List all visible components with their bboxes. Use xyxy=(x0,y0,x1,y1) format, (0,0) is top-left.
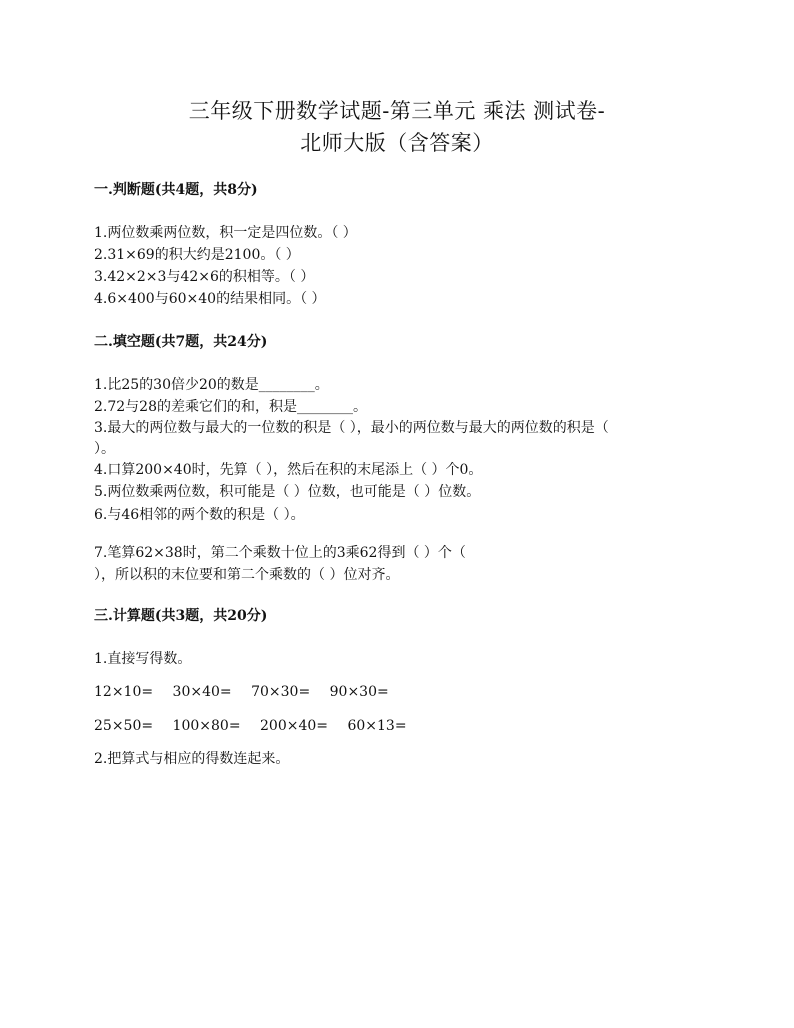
calc-question-2: 2.把算式与相应的得数连起来。 xyxy=(94,751,290,767)
calc-item: 30×40= xyxy=(172,684,232,700)
calc-item: 60×13= xyxy=(347,718,407,734)
fill-question-2: 2.72与28的差乘它们的和，积是________。 xyxy=(94,399,367,415)
calc-item: 100×80= xyxy=(172,718,241,734)
fill-question-7-continued: ），所以积的末位要和第二个乘数的（ ）位对齐。 xyxy=(94,567,400,583)
fill-question-5: 5.两位数乘两位数，积可能是（ ）位数，也可能是（ ）位数。 xyxy=(94,484,481,500)
fill-question-3: 3.最大的两位数与最大的一位数的积是（ ），最小的两位数与最大的两位数的积是（ xyxy=(94,420,609,436)
calc-question-1: 1.直接写得数。 xyxy=(94,651,192,667)
judge-question-4: 4.6×400与60×40的结果相同。（ ） xyxy=(94,291,326,307)
calc-item: 90×30= xyxy=(329,684,389,700)
calc-item: 70×30= xyxy=(251,684,311,700)
judge-question-2: 2.31×69的积大约是2100。（ ） xyxy=(94,247,300,263)
fill-question-4: 4.口算200×40时，先算（ ），然后在积的末尾添上（ ）个0。 xyxy=(94,462,483,478)
fill-question-7: 7.笔算62×38时，第二个乘数十位上的3乘62得到（ ）个（ xyxy=(94,545,466,561)
calc-row-2 xyxy=(94,716,422,736)
judge-question-3: 3.42×2×3与42×6的积相等。（ ） xyxy=(94,269,315,285)
section-3-heading: 三.计算题(共3题，共20分) xyxy=(94,608,268,624)
page-title-line-1: 三年级下册数学试题-第三单元 乘法 测试卷- xyxy=(188,99,606,123)
fill-question-1: 1.比25的30倍少20的数是________。 xyxy=(94,377,329,393)
calc-item: 200×40= xyxy=(260,718,328,734)
fill-question-6: 6.与46相邻的两个数的积是（ ）。 xyxy=(94,507,305,523)
section-2-heading: 二.填空题(共7题，共24分) xyxy=(94,334,268,350)
page-title-line-2: 北师大版（含答案） xyxy=(300,131,494,155)
calc-item: 12×10= xyxy=(94,684,154,700)
calc-item: 25×50= xyxy=(94,718,154,734)
judge-question-1: 1.两位数乘两位数，积一定是四位数。（ ） xyxy=(94,225,357,241)
fill-question-3-continued: ）。 xyxy=(94,441,115,457)
section-1-heading: 一.判断题(共4题，共8分) xyxy=(94,182,258,198)
calc-row-1 xyxy=(94,682,404,702)
